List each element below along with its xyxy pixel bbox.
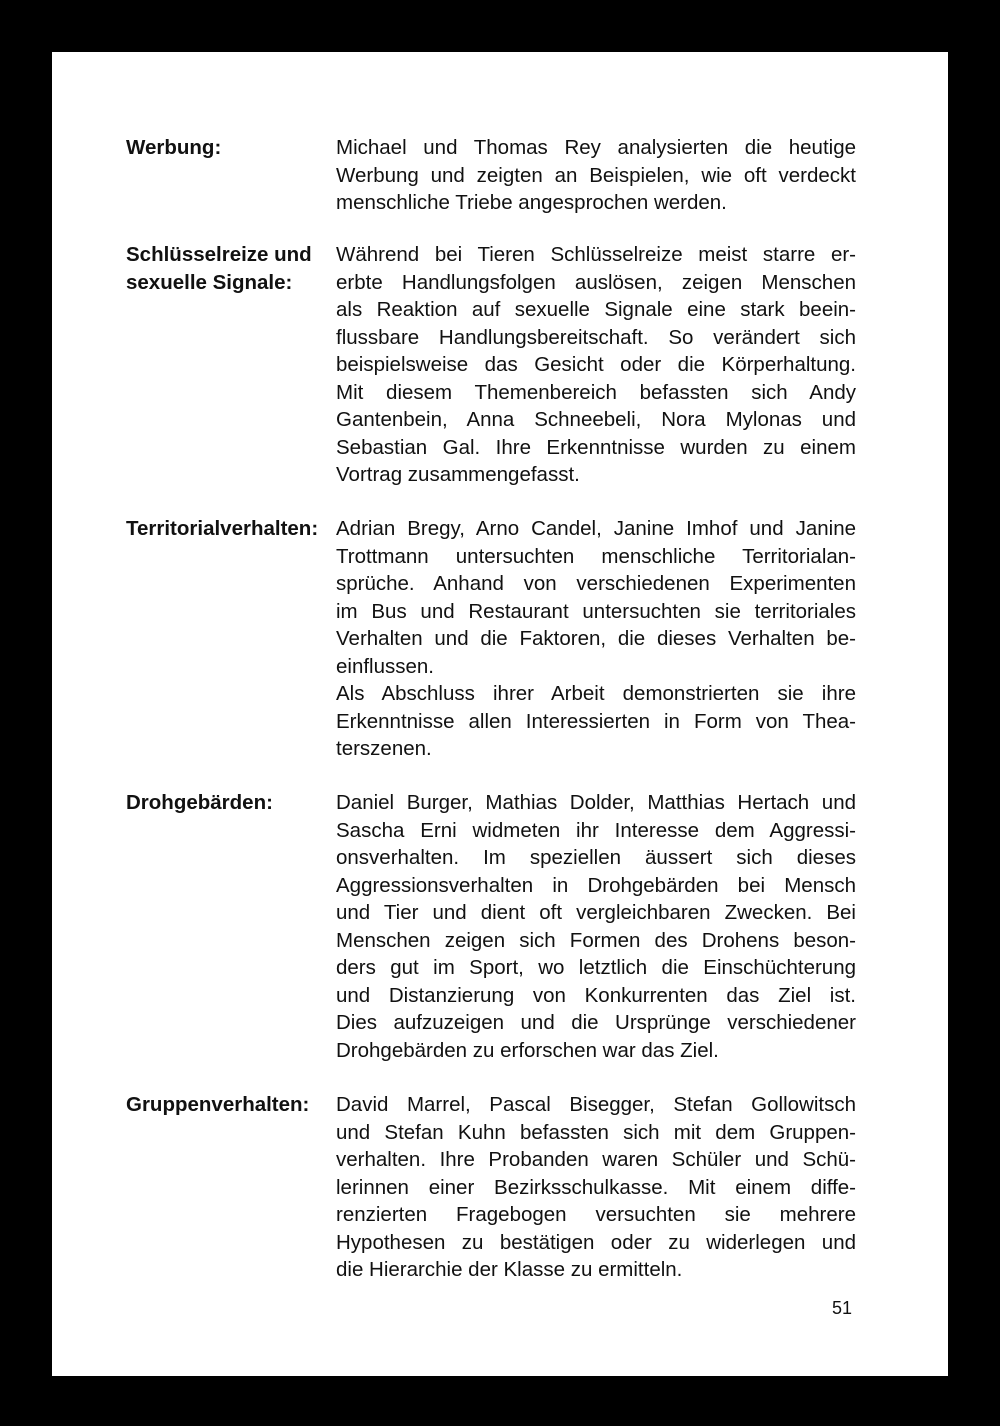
text-line: Drohgebärden zu erforschen war das Ziel. xyxy=(336,1038,719,1062)
text-line: Menschen zeigen sich Formen des Drohens beson- xyxy=(336,928,856,952)
text-line: Sascha Erni widmeten ihr Interesse dem Aggressi- xyxy=(336,818,856,842)
entry-term: Schlüsselreize und sexuelle Signale: xyxy=(126,243,312,294)
entry-description xyxy=(336,134,856,217)
text-line: terszenen. xyxy=(336,737,432,760)
text-line: Aggressionsverhalten in Drohgebärden bei Mensch xyxy=(336,873,856,897)
document-page xyxy=(52,52,948,1376)
text-line: lerinnen einer Bezirksschulkasse. Mit einem diffe- xyxy=(336,1175,856,1199)
text-line: David Marrel, Pascal Bisegger, Stefan Gollowitsch xyxy=(336,1093,856,1116)
entry-description xyxy=(336,241,856,489)
text-line: Adrian Bregy, Arno Candel, Janine Imhof und Janine xyxy=(336,517,856,540)
text-line: onsverhalten. Im speziellen äussert sich dieses xyxy=(336,846,856,869)
entry-description xyxy=(336,789,856,1064)
text-line: Verhalten und die Faktoren, die dieses Verhalten be- xyxy=(336,627,856,650)
page-number: 51 xyxy=(831,1298,852,1318)
text-line: Daniel Burger, Mathias Dolder, Matthias Hertach und xyxy=(336,791,856,814)
entry-description xyxy=(336,1091,856,1284)
text-line: als Reaktion auf sexuelle Signale eine stark beein- xyxy=(336,298,856,321)
entry-term: Territorialverhalten: xyxy=(126,517,319,540)
entry-term: Werbung: xyxy=(126,136,222,159)
text-line: sprüche. Anhand von verschiedenen Experimenten xyxy=(336,572,856,595)
text-line: und Distanzierung von Konkurrenten das Ziel ist. xyxy=(336,983,856,1007)
text-line: Trottmann untersuchten menschliche Territorialan- xyxy=(336,544,856,568)
text-line: Vortrag zusammengefasst. xyxy=(336,463,580,486)
text-line: Gantenbein, Anna Schneebeli, Nora Mylonas und xyxy=(336,408,856,431)
text-line: Mit diesem Themenbereich befassten sich Andy xyxy=(336,380,856,404)
text-line: beispielsweise das Gesicht oder die Körperhaltung. xyxy=(336,353,856,376)
text-line: verhalten. Ihre Probanden waren Schüler und Schü- xyxy=(336,1148,856,1171)
text-line: ders gut im Sport, wo letztlich die Einschüchterung xyxy=(336,956,856,979)
text-line: Als Abschluss ihrer Arbeit demonstrierten sie ihre xyxy=(336,682,856,705)
entry-description xyxy=(336,515,856,763)
text-line: Sebastian Gal. Ihre Erkenntnisse wurden zu einem xyxy=(336,435,856,459)
text-line: Michael und Thomas Rey analysierten die heutige xyxy=(336,136,856,159)
text-line: erbte Handlungsfolgen auslösen, zeigen Menschen xyxy=(336,270,856,294)
entry-term: Gruppenverhalten: xyxy=(126,1093,310,1116)
text-line: im Bus und Restaurant untersuchten sie territoriales xyxy=(336,599,856,623)
text-line: einflussen. xyxy=(336,654,435,678)
text-line: die Hierarchie der Klasse zu ermitteln. xyxy=(336,1258,683,1281)
text-line: Erkenntnisse allen Interessierten in Form von Thea- xyxy=(336,709,856,733)
text-line: und Stefan Kuhn befassten sich mit dem Gruppen- xyxy=(336,1120,856,1144)
entry-term: Drohgebärden: xyxy=(126,791,273,814)
text-line: Während bei Tieren Schlüsselreize meist starre er- xyxy=(336,243,856,266)
text-line: menschliche Triebe angesprochen werden. xyxy=(336,191,727,214)
text-line: Hypothesen zu bestätigen oder zu widerlegen und xyxy=(336,1230,856,1254)
text-line: und Tier und dient oft vergleichbaren Zwecken. Bei xyxy=(336,901,856,924)
text-line: flussbare Handlungsbereitschaft. So verändert sich xyxy=(336,325,856,349)
text-line: renzierten Fragebogen versuchten sie mehrere xyxy=(336,1203,856,1226)
text-line: Werbung und zeigten an Beispielen, wie oft verdeckt xyxy=(336,163,856,187)
text-line: Dies aufzuzeigen und die Ursprünge verschiedener xyxy=(336,1011,856,1034)
